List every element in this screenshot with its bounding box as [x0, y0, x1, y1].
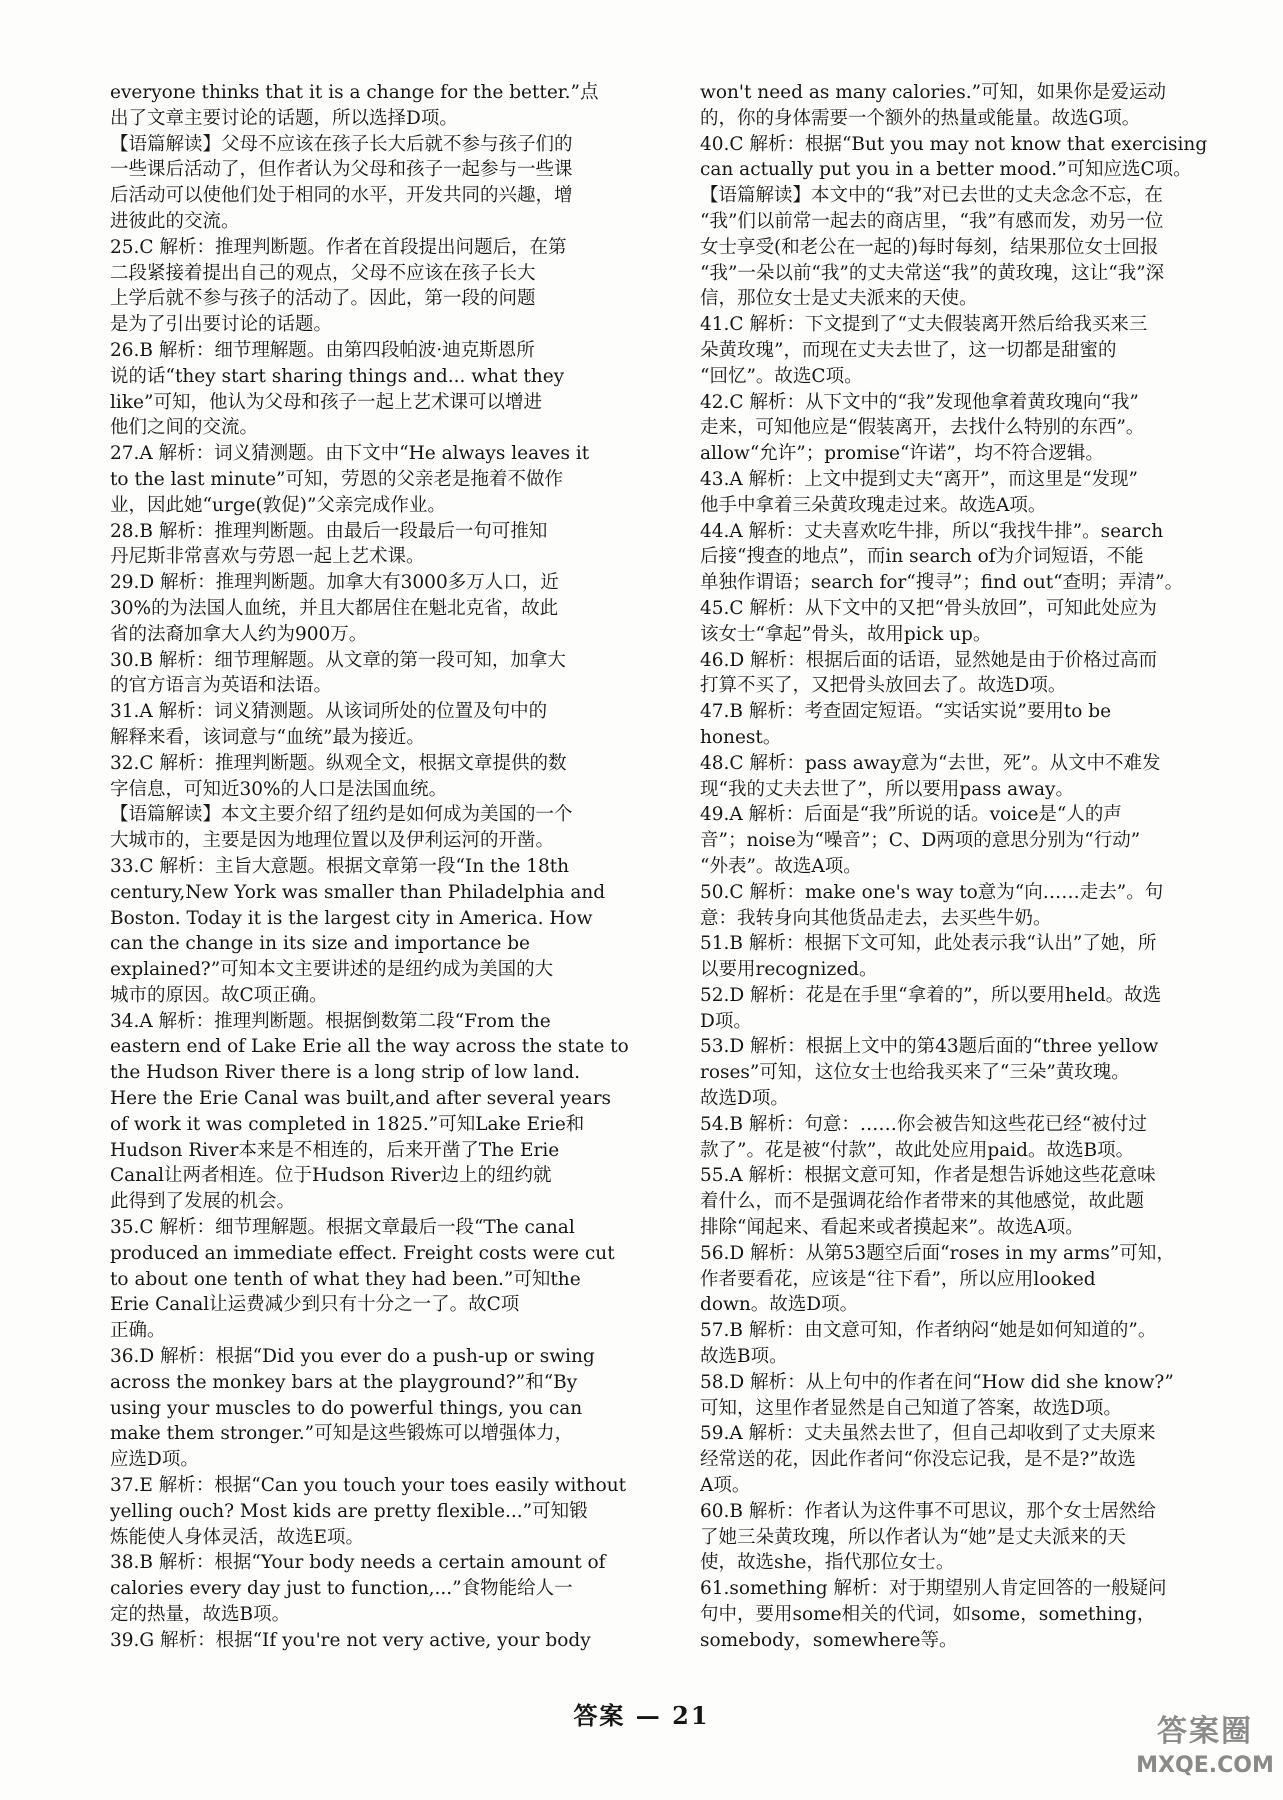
text-line: yelling ouch? Most kids are pretty flexible...”可知锻: [110, 1500, 588, 1522]
text-line: 40.C 解析：根据“But you may not know that exercising: [700, 133, 1208, 155]
text-line: 32.C 解析：推理判断题。纵观全文，根据文章提供的数: [110, 752, 567, 774]
text-line: 他们之间的交流。: [110, 417, 259, 439]
text-line: 字信息，可知近30%的人口是法国血统。: [110, 778, 448, 800]
text-line: 45.C 解析：从下文中的又把“骨头放回”，可知此处应为: [700, 597, 1157, 619]
text-line: 走来，可知他应是“假装离开，去找什么特别的东西”。: [700, 417, 1145, 439]
text-line: 42.C 解析：从下文中的“我”发现他拿着黄玫瑰向“我”: [700, 391, 1139, 413]
text-line: 意：我转身向其他货品走去，去买些牛奶。: [700, 907, 1052, 929]
text-line: across the monkey bars at the playground?”和“By: [110, 1371, 578, 1393]
watermark-logo: [1135, 1712, 1275, 1792]
text-line: 进彼此的交流。: [110, 210, 240, 232]
text-line: “我”一朵以前“我”的丈夫常送“我”的黄玫瑰，这让“我”深: [700, 262, 1165, 284]
text-line: “我”们以前常一起去的商店里，“我”有感而发，劝另一位: [700, 210, 1164, 232]
text-line: 53.D 解析：根据上文中的第43题后面的“three yellow: [700, 1036, 1159, 1058]
text-line: everyone thinks that it is a change for the better.”点: [110, 82, 599, 103]
text-line: make them stronger.”可知是这些锻炼可以增强体力，: [110, 1423, 574, 1445]
text-line: to the last minute”可知，劳恩的父亲老是拖着不做作: [110, 468, 564, 490]
text-line: 他手中拿着三朵黄玫瑰走过来。故选A项。: [700, 494, 1047, 516]
text-line: 应选D项。: [110, 1449, 199, 1471]
text-line: can the change in its size and importance be: [110, 933, 530, 955]
text-line: 54.B 解析：句意：……你会被告知这些花已经“被付过: [700, 1113, 1147, 1135]
text-line: 35.C 解析：细节理解题。根据文章最后一段“The canal: [110, 1217, 575, 1239]
text-line: 定的热量，故选B项。: [110, 1604, 291, 1626]
text-line: 【语篇解读】父母不应该在孩子长大后就不参与孩子们的: [110, 133, 573, 155]
text-line: 37.E 解析：根据“Can you touch your toes easily without: [110, 1475, 627, 1497]
text-line: 的，你的身体需要一个额外的热量或能量。故选G项。: [700, 107, 1141, 129]
text-line: of work it was completed in 1825.”可知Lake Erie和: [110, 1113, 585, 1135]
watermark-title: 答案圈: [1157, 1714, 1253, 1749]
text-line: 61.something 解析：对于期望别人肯定回答的一般疑问: [700, 1578, 1167, 1600]
text-line: 解释来看，该词意与“血统”最为接近。: [110, 726, 425, 748]
right-column: [700, 80, 1230, 1654]
text-line: A项。: [700, 1475, 751, 1497]
text-line: honest。: [700, 726, 782, 748]
text-line: 城市的原因。故C项正确。: [110, 984, 328, 1006]
left-column: [110, 80, 645, 1654]
text-line: 36.D 解析：根据“Did you ever do a push-up or swing: [110, 1346, 595, 1368]
text-line: 正确。: [110, 1320, 166, 1342]
text-line: can actually put you in a better mood.”可知应选C项。: [700, 159, 1192, 181]
text-line: 故选D项。: [700, 1088, 789, 1110]
text-line: 以要用recognized。: [700, 959, 878, 981]
text-line: 丹尼斯非常喜欢与劳恩一起上艺术课。: [110, 546, 425, 568]
text-line: 28.B 解析：推理判断题。由最后一段最后一句可推知: [110, 520, 548, 542]
text-line: 女士享受(和老公在一起的)每时每刻，结果那位女士回报: [700, 236, 1159, 258]
text-line: 现“我的丈夫去世了”，所以要用pass away。: [700, 778, 1075, 800]
text-line: 信，那位女士是丈夫派来的天使。: [700, 288, 978, 310]
text-line: 可知，这里作者显然是自己知道了答案，故选D项。: [700, 1397, 1122, 1419]
text-line: 后接“搜查的地点”，而in search of为介词短语，不能: [700, 546, 1144, 568]
text-line: 27.A 解析：词义猜测题。由下文中“He always leaves it: [110, 443, 590, 465]
text-line: 51.B 解析：根据下文可知，此处表示我“认出”了她，所: [700, 933, 1157, 955]
text-line: 音”；noise为“噪音”；C、D两项的意思分别为“行动”: [700, 830, 1141, 852]
text-line: 44.A 解析：丈夫喜欢吃牛排，所以“我找牛排”。search: [700, 520, 1164, 542]
text-line: the Hudson River there is a long strip of low land.: [110, 1062, 580, 1084]
text-line: 后活动可以使他们处于相同的水平，开发共同的兴趣，增: [110, 185, 573, 207]
text-line: 41.C 解析：下文提到了“丈夫假装离开然后给我买来三: [700, 314, 1148, 336]
text-line: 49.A 解析：后面是“我”所说的话。voice是“人的声: [700, 804, 1122, 826]
text-line: 款了”。花是被“付款”，故此处应用paid。故选B项。: [700, 1139, 1135, 1161]
text-line: 31.A 解析：词义猜测题。从该词所处的位置及句中的: [110, 701, 548, 723]
watermark-url: MXQE.COM: [1136, 1753, 1274, 1778]
text-line: 着什么，而不是强调花给作者带来的其他感觉，故此题: [700, 1191, 1145, 1213]
text-line: century,New York was smaller than Philadelphia and: [110, 881, 606, 903]
text-line: roses”可知，这位女士也给我买来了“三朵”黄玫瑰。: [700, 1062, 1130, 1084]
text-line: 【语篇解读】本文中的“我”对已去世的丈夫念念不忘，在: [700, 185, 1163, 207]
text-line: 二段紧接着提出自己的观点，父母不应该在孩子长大: [110, 262, 536, 284]
text-line: 打算不买了，又把骨头放回去了。故选D项。: [700, 675, 1067, 697]
text-line: D项。: [700, 1010, 752, 1032]
text-line: 一些课后活动了，但作者认为父母和孩子一起参与一些课: [110, 159, 573, 181]
text-line: 30%的为法国人血统，并且大都居住在魁北克省，故此: [110, 597, 559, 619]
text-line: 59.A 解析：丈夫虽然去世了，但自己却收到了丈夫原来: [700, 1423, 1156, 1445]
text-line: Here the Erie Canal was built,and after several years: [110, 1088, 612, 1110]
text-line: 朵黄玫瑰”，而现在丈夫去世了，这一切都是甜蜜的: [700, 339, 1117, 361]
text-line: 说的话“they start sharing things and... what they: [110, 365, 565, 387]
text-line: 该女士“拿起”骨头，故用pick up。: [700, 623, 992, 645]
text-line: using your muscles to do powerful things, you can: [110, 1397, 583, 1419]
text-line: 46.D 解析：根据后面的话语，显然她是由于价格过高而: [700, 649, 1158, 671]
text-line: allow“允许”；promise“许诺”，均不符合逻辑。: [700, 443, 1104, 465]
text-line: 故选B项。: [700, 1346, 788, 1368]
text-line: 52.D 解析：花是在手里“拿着的”，所以要用held。故选: [700, 984, 1162, 1006]
text-line: 29.D 解析：推理判断题。加拿大有3000多万人口，近: [110, 572, 559, 594]
text-line: 55.A 解析：根据文意可知，作者是想告诉她这些花意味: [700, 1165, 1156, 1187]
text-line: won't need as many calories.”可知，如果你是爱运动: [700, 82, 1167, 103]
text-line: 【语篇解读】本文主要介绍了纽约是如何成为美国的一个: [110, 804, 573, 826]
text-line: 排除“闻起来、看起来或者摸起来”。故选A项。: [700, 1217, 1084, 1239]
text-line: 34.A 解析：推理判断题。根据倒数第二段“From the: [110, 1010, 551, 1032]
text-line: 57.B 解析：由文意可知，作者纳闷“她是如何知道的”。: [700, 1320, 1157, 1342]
text-line: 43.A 解析：上文中提到丈夫“离开”，而这里是“发现”: [700, 468, 1138, 490]
text-line: 出了文章主要讨论的话题，所以选择D项。: [110, 107, 458, 129]
text-line: 是为了引出要讨论的话题。: [110, 314, 333, 336]
text-line: 大城市的，主要是因为地理位置以及伊利运河的开凿。: [110, 830, 555, 852]
text-line: 的官方语言为英语和法语。: [110, 675, 333, 697]
text-line: 50.C 解析：make one's way to意为“向……走去”。句: [700, 881, 1164, 903]
text-line: 48.C 解析：pass away意为“去世，死”。从文中不难发: [700, 752, 1161, 774]
text-line: somebody，somewhere等。: [700, 1629, 958, 1651]
text-line: down。故选D项。: [700, 1294, 859, 1316]
text-line: like”可知，他认为父母和孩子一起上艺术课可以增进: [110, 391, 542, 413]
text-line: 经常送的花，因此作者问“你没忘记我，是不是?”故选: [700, 1449, 1136, 1471]
text-line: Erie Canal让运费减少到只有十分之一了。故C项: [110, 1294, 520, 1316]
text-line: Boston. Today it is the largest city in America. How: [110, 907, 593, 929]
text-line: 业，因此她“urge(敦促)”父亲完成作业。: [110, 494, 446, 516]
text-line: eastern end of Lake Erie all the way across the state to: [110, 1036, 629, 1058]
text-line: “回忆”。故选C项。: [700, 365, 863, 387]
text-line: 26.B 解析：细节理解题。由第四段帕波·迪克斯恩所: [110, 339, 535, 361]
text-line: 句中，要用some相关的代词，如some，something，: [700, 1604, 1156, 1626]
text-line: 60.B 解析：作者认为这件事不可思议，那个女士居然给: [700, 1500, 1156, 1522]
text-line: Hudson River本来是不相连的，后来开凿了The Erie: [110, 1139, 560, 1161]
text-line: explained?”可知本文主要讲述的是纽约成为美国的大: [110, 959, 554, 981]
text-line: 33.C 解析：主旨大意题。根据文章第一段“In the 18th: [110, 855, 570, 877]
text-line: 使，故选she，指代那位女士。: [700, 1552, 955, 1574]
text-line: 39.G 解析：根据“If you're not very active, your body: [110, 1629, 591, 1651]
text-line: 炼能使人身体灵活，故选E项。: [110, 1526, 365, 1548]
text-line: to about one tenth of what they had been.”可知the: [110, 1268, 581, 1290]
text-line: 47.B 解析：考查固定短语。“实话实说”要用to be: [700, 701, 1112, 723]
text-line: Canal让两者相连。位于Hudson River边上的纽约就: [110, 1165, 552, 1187]
text-line: 作者要看花，应该是“往下看”，所以应用looked: [700, 1268, 1096, 1290]
text-line: 了她三朵黄玫瑰，所以作者认为“她”是丈夫派来的天: [700, 1526, 1126, 1548]
text-line: produced an immediate effect. Freight costs were cut: [110, 1242, 615, 1264]
text-line: 38.B 解析：根据“Your body needs a certain amount of: [110, 1552, 606, 1574]
text-line: calories every day just to function,...”食物能给人一: [110, 1578, 573, 1600]
text-line: 单独作谓语；search for“搜寻”；find out“查明；弄清”。: [700, 572, 1184, 594]
text-line: 56.D 解析：从第53题空后面“roses in my arms”可知，: [700, 1242, 1175, 1264]
text-line: 上学后就不参与孩子的活动了。因此，第一段的问题: [110, 288, 536, 310]
text-line: 省的法裔加拿大人约为900万。: [110, 623, 368, 645]
page-footer: 答案 — 21: [573, 1701, 710, 1730]
text-line: 30.B 解析：细节理解题。从文章的第一段可知，加拿大: [110, 649, 566, 671]
text-line: 此得到了发展的机会。: [110, 1191, 296, 1213]
text-line: 25.C 解析：推理判断题。作者在首段提出问题后，在第: [110, 236, 567, 258]
text-line: “外表”。故选A项。: [700, 855, 862, 877]
text-line: 58.D 解析：从上句中的作者在问“How did she know?”: [700, 1371, 1174, 1393]
